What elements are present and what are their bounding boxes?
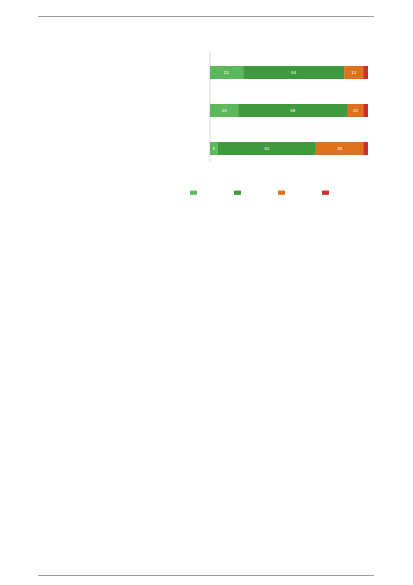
body-column-left [38, 236, 202, 366]
chart-data-label: 12 [351, 70, 357, 76]
body-column-right [210, 236, 374, 566]
chart-bar-segment [363, 142, 368, 155]
chart-data-label: 18 [221, 108, 227, 114]
figure-caption [38, 211, 374, 229]
chart-legend-swatch [190, 191, 197, 195]
chart-bar-segment [363, 66, 368, 79]
footer-journal-citation [38, 578, 238, 585]
chart-data-label: 64 [291, 70, 297, 76]
chart-legend-swatch [322, 191, 329, 195]
page-number [38, 6, 78, 14]
chart-legend-swatch [234, 191, 241, 195]
chart-bar-segment [363, 104, 368, 117]
body-column-left-2 [38, 392, 202, 566]
chart-svg [38, 42, 374, 210]
footer-rule [38, 575, 374, 576]
footer-publisher [280, 578, 374, 585]
section-heading-discussion [38, 372, 202, 386]
chart-data-label: 10 [352, 108, 358, 114]
chart-legend-swatch [278, 191, 285, 195]
chart-data-label: 62 [264, 146, 270, 152]
chart-data-label: 69 [290, 108, 296, 114]
header-rule [38, 16, 374, 17]
margin-note [6, 96, 16, 566]
chart-data-label: 21 [224, 70, 230, 76]
chart-data-label: 30 [336, 146, 343, 152]
chart-data-label: 5 [212, 146, 216, 152]
figure-stacked-bar-chart [38, 42, 374, 210]
running-header [290, 6, 372, 14]
